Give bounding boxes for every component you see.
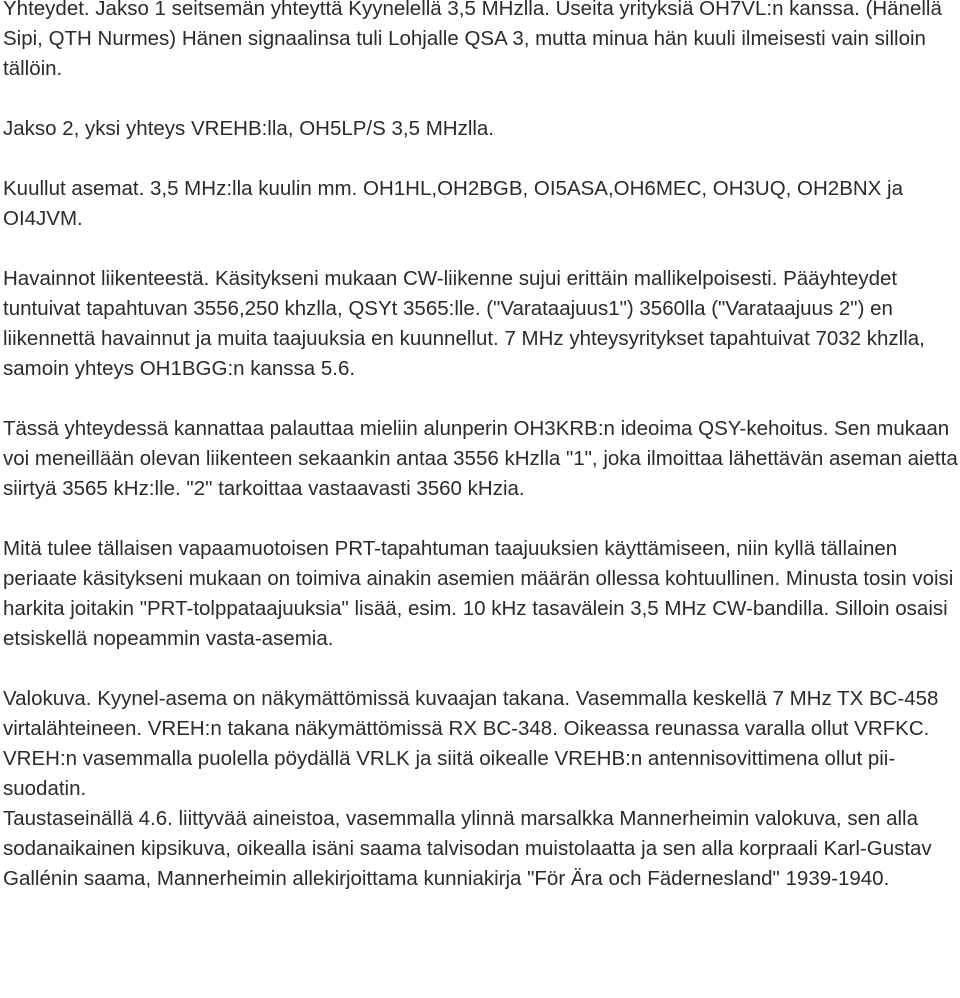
paragraph-qsy-kehoitus: Tässä yhteydessä kannattaa palauttaa mieliin alunperin OH3KRB:n ideoima QSY-kehoitus. Sen mukaan voi meneillään olevan liikenteen sekaankin antaa 3556 kHzlla "1", joka ilmoittaa lähettävän aseman aietta siirtyä 3565 kHz:lle. "2" tarkoittaa vastaavasti 3560 kHzia. [3,417,958,500]
document-body [3,0,959,894]
paragraph-yhteydet: Yhteydet. Jakso 1 seitsemän yhteyttä Kyynelellä 3,5 MHzlla. Useita yrityksiä OH7VL:n kanssa. (Hänellä Sipi, QTH Nurmes) Hänen signaalinsa tuli Lohjalle QSA 3, mutta minua hän kuuli ilmeisesti vain silloin tällöin. [3,0,942,80]
paragraph-valokuva: Valokuva. Kyynel-asema on näkymättömissä kuvaajan takana. Vasemmalla keskellä 7 MHz TX BC-458 virtalähteineen. VREH:n takana näkymättömissä RX BC-348. Oikeassa reunassa varalla ollut VRFKC. VREH:n vasemmalla puolella pöydällä VRLK ja siitä oikealle VREHB:n antennisovittimena ollut pii-suodatin. [3,687,939,800]
paragraph-havainnot: Havainnot liikenteestä. Käsitykseni mukaan CW-liikenne sujui erittäin mallikelpoisesti. Pääyhteydet tuntuivat tapahtuvan 3556,250 khzlla, QSYt 3565:lle. ("Varataajuus1") 3560lla ("Varataajuus 2") en liikennettä havainnut ja muita taajuuksia en kuunnellut. 7 MHz yhteysyritykset tapahtuivat 7032 khzlla, samoin yhteys OH1BGG:n kanssa 5.6. [3,267,925,380]
paragraph-jakso-2: Jakso 2, yksi yhteys VREHB:lla, OH5LP/S 3,5 MHzlla. [3,117,495,140]
paragraph-prt-taajuudet: Mitä tulee tällaisen vapaamuotoisen PRT-tapahtuman taajuuksien käyttämiseen, niin kyllä tällainen periaate käsitykseni mukaan on toimiva ainakin asemien määrän ollessa kohtuullinen. Minusta tosin voisi harkita joitakin "PRT-tolppataajuuksia" lisää, esim. 10 kHz tasavälein 3,5 MHz CW-bandilla. Silloin osaisi etsiskellä nopeammin vasta-asemia. [3,537,954,650]
paragraph-taustaseina: Taustaseinällä 4.6. liittyvää aineistoa, vasemmalla ylinnä marsalkka Mannerheimin valokuva, sen alla sodanaikainen kipsikuva, oikealla isäni saama talvisodan muistolaatta ja sen alla korpraali Karl-Gustav Gallénin saama, Mannerheimin allekirjoittama kunniakirja "För Ära och Fädernesland" 1939-1940. [3,807,932,890]
paragraph-kuullut-asemat: Kuullut asemat. 3,5 MHz:lla kuulin mm. OH1HL,OH2BGB, OI5ASA,OH6MEC, OH3UQ, OH2BNX ja OI4JVM. [3,177,904,230]
